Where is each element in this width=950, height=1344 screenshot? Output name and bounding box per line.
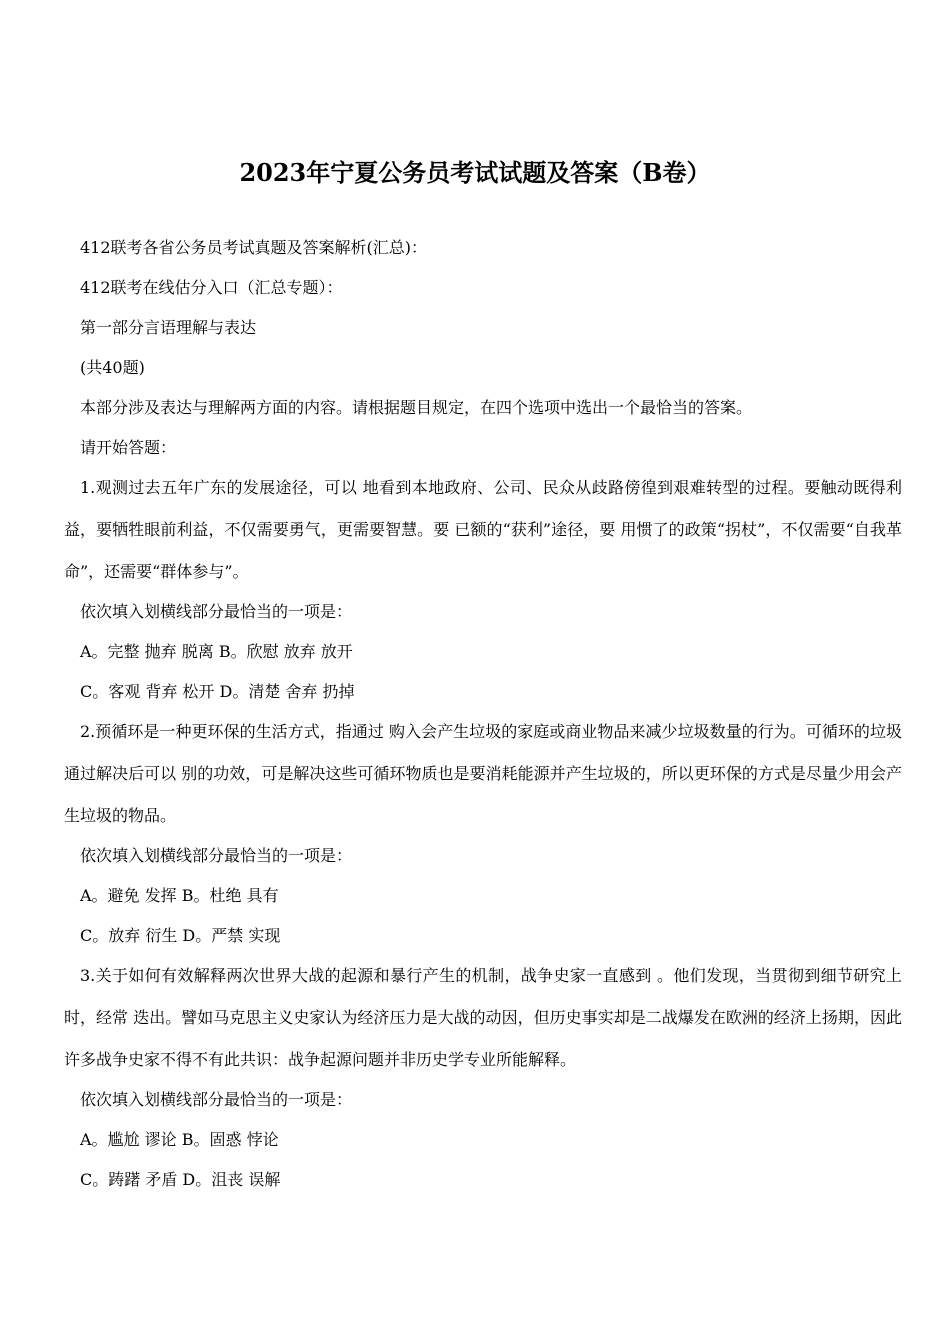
question-count: (共40题) xyxy=(80,358,145,377)
question-2: 2.预循环是一种更环保的生活方式，指通过 购入会产生垃圾的家庭或商业物品来减少垃圾数量的行为。可循环的垃圾通过解决后可以 别的功效，可是解决这些可循环物质也是要消耗能源并产生垃圾的，所以更环保的方式是尽量少用会产生垃圾的物品。 xyxy=(64,722,902,825)
question-2-options-ab: A。避免 发挥 B。杜绝 具有 xyxy=(80,886,279,905)
section-heading: 第一部分言语理解与表达 xyxy=(80,318,257,337)
paragraph-exam-links: 412联考各省公务员考试真题及答案解析(汇总)： xyxy=(80,238,428,257)
paragraph-score-entry: 412联考在线估分入口（汇总专题）： xyxy=(80,278,343,297)
question-1-prompt: 依次填入划横线部分最恰当的一项是： xyxy=(80,602,353,621)
document-body xyxy=(64,238,902,1210)
question-1-options-cd: C。客观 背弃 松开 D。清楚 舍弃 扔掉 xyxy=(80,682,355,701)
document-title: 2023年宁夏公务员考试试题及答案（B卷） xyxy=(239,158,711,187)
start-prompt: 请开始答题： xyxy=(80,438,177,457)
question-2-options-cd: C。放弃 衍生 D。严禁 实现 xyxy=(80,926,281,945)
question-3-prompt: 依次填入划横线部分最恰当的一项是： xyxy=(80,1090,353,1109)
question-3-options-cd: C。踌躇 矛盾 D。沮丧 误解 xyxy=(80,1170,281,1189)
section-instructions: 本部分涉及表达与理解两方面的内容。请根据题目规定，在四个选项中选出一个最恰当的答案。 xyxy=(80,398,753,417)
question-3-options-ab: A。尴尬 谬论 B。固惑 悖论 xyxy=(80,1130,279,1149)
question-3: 3.关于如何有效解释两次世界大战的起源和暴行产生的机制，战争史家一直感到 。他们发现，当贯彻到细节研究上时，经常 迭出。譬如马克思主义史家认为经济压力是大战的动因，但历史事实却是二战爆发在欧洲的经济上扬期，因此许多战争史家不得不有此共识：战争起源问题并非历史学专业所能解释。 xyxy=(64,966,902,1069)
question-2-prompt: 依次填入划横线部分最恰当的一项是： xyxy=(80,846,353,865)
question-1-options-ab: A。完整 抛弃 脱离 B。欣慰 放弃 放开 xyxy=(80,642,353,661)
question-1: 1.观测过去五年广东的发展途径，可以 地看到本地政府、公司、民众从歧路傍徨到艰难转型的过程。要触动既得利益，要牺牲眼前利益，不仅需要勇气，更需要智慧。要 已额的“获利”途径，要 用惯了的政策“拐杖”，不仅需要“自我革命”，还需要“群体参与”。 xyxy=(64,478,902,581)
